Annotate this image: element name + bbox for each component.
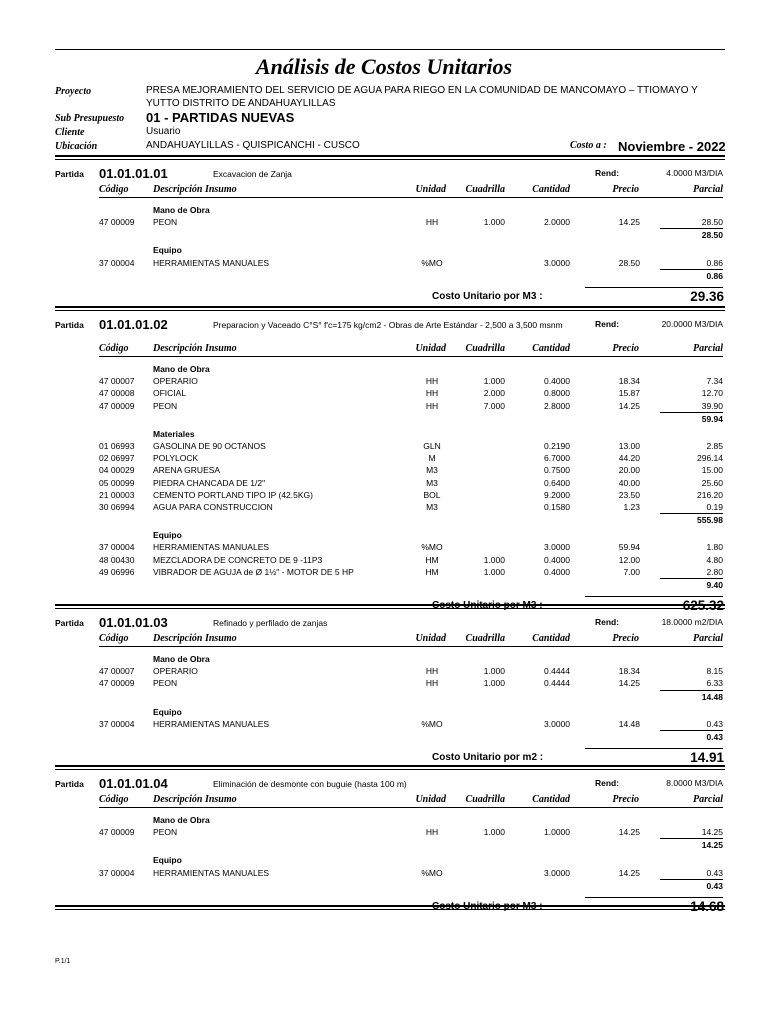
row-codigo: 01 06993 bbox=[99, 441, 135, 451]
row-precio: 14.25 bbox=[618, 827, 640, 838]
row-parcial: 2.85 bbox=[706, 441, 723, 451]
row-descripcion: HERRAMIENTAS MANUALES bbox=[153, 542, 270, 553]
row-cantidad: 0.4000 bbox=[544, 376, 570, 387]
row-codigo: 37 00004 bbox=[99, 257, 135, 268]
row-descripcion: HERRAMIENTAS MANUALES bbox=[153, 257, 270, 268]
row-cantidad: 3.0000 bbox=[544, 542, 570, 553]
partida-description: Preparacion y Vaceado C°S° f'c=175 kg/cm2 - Obras de Arte Estándar - 2,500 a 3,500 msnm bbox=[213, 320, 563, 330]
partida-code: 01.01.01.01 bbox=[99, 166, 168, 181]
row-descripcion: PEON bbox=[153, 827, 178, 838]
row-descripcion: HERRAMIENTAS MANUALES bbox=[153, 718, 270, 729]
row-unidad: HH bbox=[425, 388, 439, 399]
partida-description: Refinado y perfilado de zanjas bbox=[213, 618, 328, 628]
col-header-unidad: Unidad bbox=[415, 343, 446, 354]
row-codigo: 48 00430 bbox=[99, 554, 135, 565]
row-descripcion: GASOLINA DE 90 OCTANOS bbox=[153, 441, 266, 451]
row-precio: 18.34 bbox=[618, 666, 640, 677]
row-cuadrilla: 7.000 bbox=[483, 400, 505, 411]
col-header-codigo: Código bbox=[99, 794, 129, 805]
rend-label: Rend: bbox=[595, 778, 620, 788]
row-parcial: 0.19 bbox=[706, 502, 723, 512]
row-codigo: 02 06997 bbox=[99, 453, 135, 464]
partida-code: 01.01.01.04 bbox=[99, 776, 168, 791]
bottom-rule-thin bbox=[55, 909, 725, 910]
row-cuadrilla: 1.000 bbox=[483, 566, 505, 577]
partida-top-rule bbox=[55, 604, 725, 606]
subtotal-rule bbox=[660, 412, 723, 413]
row-cantidad: 3.0000 bbox=[544, 867, 570, 878]
rend-label: Rend: bbox=[595, 617, 620, 627]
row-unidad: HH bbox=[425, 827, 439, 838]
row-precio: 7.00 bbox=[623, 566, 640, 577]
group-subtotal: 9.40 bbox=[706, 580, 723, 590]
row-parcial: 1.80 bbox=[706, 542, 723, 553]
costo-unitario-rule bbox=[585, 897, 723, 898]
col-header-parcial: Parcial bbox=[693, 343, 723, 354]
row-codigo: 47 00009 bbox=[99, 678, 135, 689]
row-parcial: 14.25 bbox=[701, 827, 723, 838]
row-unidad: BOL bbox=[423, 489, 441, 500]
col-header-precio: Precio bbox=[612, 633, 639, 644]
row-precio: 13.00 bbox=[618, 441, 640, 451]
row-cantidad: 6.7000 bbox=[544, 453, 570, 464]
proyecto-label: Proyecto bbox=[55, 86, 92, 97]
row-codigo: 49 06996 bbox=[99, 566, 135, 577]
group-subtotal: 0.43 bbox=[706, 732, 723, 742]
row-precio: 40.00 bbox=[618, 477, 640, 488]
partida-label: Partida bbox=[55, 320, 84, 330]
row-codigo: 21 00003 bbox=[99, 489, 135, 500]
col-header-cantidad: Cantidad bbox=[532, 184, 570, 195]
row-unidad: HH bbox=[425, 666, 439, 677]
row-unidad: HH bbox=[425, 678, 439, 689]
header-underline bbox=[99, 197, 723, 198]
group-subtotal: 14.48 bbox=[701, 691, 723, 702]
row-codigo: 37 00004 bbox=[99, 867, 135, 878]
subtotal-rule bbox=[660, 269, 723, 270]
row-parcial: 28.50 bbox=[701, 217, 723, 228]
partida-description: Eliminación de desmonte con buguie (hasta 100 m) bbox=[213, 779, 407, 789]
row-precio: 28.50 bbox=[618, 257, 640, 268]
row-parcial: 0.86 bbox=[706, 257, 723, 268]
costo-label: Costo a : bbox=[570, 140, 607, 151]
group-subtotal: 59.94 bbox=[701, 413, 723, 424]
group-subtotal: 14.25 bbox=[701, 840, 723, 851]
row-parcial: 12.70 bbox=[701, 388, 723, 399]
group-name: Mano de Obra bbox=[153, 364, 210, 374]
subtotal-rule bbox=[660, 228, 723, 229]
cliente-value: Usuario bbox=[146, 126, 181, 137]
row-parcial: 216.20 bbox=[697, 489, 723, 500]
cliente-label: Cliente bbox=[55, 127, 85, 138]
row-parcial: 8.15 bbox=[706, 666, 723, 677]
row-precio: 14.25 bbox=[618, 217, 640, 228]
row-unidad: M3 bbox=[426, 477, 438, 488]
row-cuadrilla: 1.000 bbox=[483, 678, 505, 689]
subtotal-rule bbox=[660, 730, 723, 731]
row-cantidad: 0.1580 bbox=[544, 502, 570, 512]
col-header-cantidad: Cantidad bbox=[532, 633, 570, 644]
row-codigo: 05 00099 bbox=[99, 477, 135, 488]
row-unidad: HH bbox=[425, 217, 439, 228]
col-header-unidad: Unidad bbox=[415, 184, 446, 195]
row-unidad: M bbox=[428, 453, 436, 464]
row-cantidad: 1.0000 bbox=[544, 827, 570, 838]
row-cuadrilla: 1.000 bbox=[483, 376, 505, 387]
rend-value: 18.0000 m2/DIA bbox=[661, 617, 723, 627]
rend-value: 8.0000 M3/DIA bbox=[666, 778, 723, 788]
col-header-cuadrilla: Cuadrilla bbox=[465, 343, 505, 354]
row-codigo: 47 00008 bbox=[99, 388, 135, 399]
row-unidad: HM bbox=[425, 554, 439, 565]
group-name: Equipo bbox=[153, 530, 182, 541]
row-cantidad: 0.6400 bbox=[544, 477, 570, 488]
col-header-descripcion: Descripción Insumo bbox=[153, 184, 237, 195]
row-precio: 14.48 bbox=[618, 718, 640, 729]
row-unidad: HH bbox=[425, 376, 439, 387]
row-codigo: 30 06994 bbox=[99, 502, 135, 512]
row-descripcion: PIEDRA CHANCADA DE 1/2" bbox=[153, 477, 266, 488]
row-cantidad: 3.0000 bbox=[544, 718, 570, 729]
col-header-descripcion: Descripción Insumo bbox=[153, 794, 237, 805]
row-parcial: 25.60 bbox=[701, 477, 723, 488]
col-header-cuadrilla: Cuadrilla bbox=[465, 633, 505, 644]
row-precio: 14.25 bbox=[618, 678, 640, 689]
col-header-cantidad: Cantidad bbox=[532, 343, 570, 354]
row-precio: 12.00 bbox=[618, 554, 640, 565]
group-subtotal: 28.50 bbox=[701, 230, 723, 241]
col-header-parcial: Parcial bbox=[693, 794, 723, 805]
page-number: P.1/1 bbox=[55, 958, 71, 965]
proyecto-value-line2: YUTTO DISTRITO DE ANDAHUAYLILLAS bbox=[146, 98, 336, 109]
row-parcial: 6.33 bbox=[706, 678, 723, 689]
row-precio: 44.20 bbox=[618, 453, 640, 464]
costo-unitario-label: Costo Unitario por M3 : bbox=[432, 290, 543, 302]
row-descripcion: OFICIAL bbox=[153, 388, 187, 399]
row-descripcion: PEON bbox=[153, 217, 178, 228]
row-descripcion: PEON bbox=[153, 678, 178, 689]
row-descripcion: POLYLOCK bbox=[153, 453, 199, 464]
row-parcial: 296.14 bbox=[697, 453, 723, 464]
row-precio: 14.25 bbox=[618, 400, 640, 411]
row-parcial: 0.43 bbox=[706, 718, 723, 729]
partida-top-rule bbox=[55, 155, 725, 157]
header-underline bbox=[99, 807, 723, 808]
row-descripcion: PEON bbox=[153, 400, 178, 411]
row-unidad: GLN bbox=[423, 441, 441, 451]
proyecto-value-line1: PRESA MEJORAMIENTO DEL SERVICIO DE AGUA PARA RIEGO EN LA COMUNIDAD DE MANCOMAYO – TTIOMAYO Y bbox=[146, 85, 698, 96]
group-name: Equipo bbox=[153, 706, 182, 717]
group-subtotal: 0.43 bbox=[706, 880, 723, 891]
col-header-parcial: Parcial bbox=[693, 633, 723, 644]
row-codigo: 47 00009 bbox=[99, 400, 135, 411]
row-unidad: %MO bbox=[421, 257, 443, 268]
col-header-cuadrilla: Cuadrilla bbox=[465, 184, 505, 195]
row-parcial: 15.00 bbox=[701, 465, 723, 476]
row-descripcion: MEZCLADORA DE CONCRETO DE 9 -11P3 bbox=[153, 554, 323, 565]
subpresupuesto-label: Sub Presupuesto bbox=[55, 113, 125, 124]
col-header-cantidad: Cantidad bbox=[532, 794, 570, 805]
col-header-unidad: Unidad bbox=[415, 633, 446, 644]
row-parcial: 39.90 bbox=[701, 400, 723, 411]
row-descripcion: VIBRADOR DE AGUJA de Ø 1½" - MOTOR DE 5 HP bbox=[153, 566, 354, 577]
row-cantidad: 2.8000 bbox=[544, 400, 570, 411]
subtotal-rule bbox=[660, 838, 723, 839]
page-title: Análisis de Costos Unitarios bbox=[255, 54, 513, 79]
row-unidad: %MO bbox=[421, 542, 443, 553]
partida-top-rule bbox=[55, 306, 725, 308]
partida-top-rule-thin bbox=[55, 310, 725, 311]
row-cantidad: 3.0000 bbox=[544, 257, 570, 268]
group-subtotal: 555.98 bbox=[697, 515, 723, 526]
row-unidad: %MO bbox=[421, 867, 443, 878]
group-name: Materiales bbox=[153, 428, 195, 439]
partida-label: Partida bbox=[55, 779, 84, 789]
row-descripcion: ARENA GRUESA bbox=[153, 465, 221, 476]
row-precio: 20.00 bbox=[618, 465, 640, 476]
partida-description: Excavacion de Zanja bbox=[213, 169, 292, 179]
costo-unitario-rule bbox=[585, 287, 723, 288]
row-precio: 14.25 bbox=[618, 867, 640, 878]
row-parcial: 2.80 bbox=[706, 566, 723, 577]
row-codigo: 47 00009 bbox=[99, 217, 135, 228]
row-cantidad: 2.0000 bbox=[544, 217, 570, 228]
row-cantidad: 0.4444 bbox=[544, 678, 570, 689]
costo-unitario-rule bbox=[585, 748, 723, 749]
row-descripcion: CEMENTO PORTLAND TIPO IP (42.5KG) bbox=[153, 489, 313, 500]
partida-label: Partida bbox=[55, 169, 84, 179]
subtotal-rule bbox=[660, 513, 723, 514]
bottom-rule bbox=[55, 905, 725, 907]
row-cantidad: 0.7500 bbox=[544, 465, 570, 476]
row-cantidad: 0.8000 bbox=[544, 388, 570, 399]
subtotal-rule bbox=[660, 879, 723, 880]
row-codigo: 47 00009 bbox=[99, 827, 135, 838]
row-cantidad: 0.4000 bbox=[544, 566, 570, 577]
col-header-precio: Precio bbox=[612, 794, 639, 805]
costo-unitario-value: 29.36 bbox=[690, 288, 724, 304]
row-cuadrilla: 2.000 bbox=[483, 388, 505, 399]
costo-unitario-value: 14.91 bbox=[690, 750, 724, 765]
row-precio: 23.50 bbox=[618, 489, 640, 500]
partida-top-rule-thin bbox=[55, 769, 725, 770]
subtotal-rule bbox=[660, 690, 723, 691]
row-cuadrilla: 1.000 bbox=[483, 827, 505, 838]
row-unidad: M3 bbox=[426, 465, 438, 476]
row-parcial: 7.34 bbox=[706, 376, 723, 387]
row-parcial: 4.80 bbox=[706, 554, 723, 565]
costo-unitario-label: Costo Unitario por m2 : bbox=[432, 752, 544, 763]
row-cuadrilla: 1.000 bbox=[483, 554, 505, 565]
rend-label: Rend: bbox=[595, 168, 620, 178]
header-underline bbox=[99, 646, 723, 647]
partida-top-rule-thin bbox=[55, 608, 725, 609]
row-cuadrilla: 1.000 bbox=[483, 666, 505, 677]
row-cantidad: 9.2000 bbox=[544, 489, 570, 500]
row-unidad: M3 bbox=[426, 502, 438, 512]
group-name: Equipo bbox=[153, 245, 182, 256]
partida-top-rule bbox=[55, 765, 725, 767]
costo-fecha: Noviembre - 2022 bbox=[618, 139, 726, 154]
row-precio: 1.23 bbox=[623, 502, 640, 512]
col-header-codigo: Código bbox=[99, 343, 129, 354]
col-header-codigo: Código bbox=[99, 633, 129, 644]
col-header-descripcion: Descripción Insumo bbox=[153, 343, 237, 354]
header-underline bbox=[99, 356, 723, 357]
row-precio: 15.87 bbox=[618, 388, 640, 399]
row-descripcion: AGUA PARA CONSTRUCCION bbox=[153, 502, 273, 512]
group-name: Mano de Obra bbox=[153, 205, 210, 215]
col-header-parcial: Parcial bbox=[693, 184, 723, 195]
row-descripcion: HERRAMIENTAS MANUALES bbox=[153, 867, 270, 878]
costo-unitario-rule bbox=[585, 596, 723, 597]
partida-code: 01.01.01.03 bbox=[99, 615, 168, 630]
subtotal-rule bbox=[660, 578, 723, 579]
row-codigo: 37 00004 bbox=[99, 542, 135, 553]
subpresupuesto-value: 01 - PARTIDAS NUEVAS bbox=[146, 110, 295, 125]
group-name: Mano de Obra bbox=[153, 815, 210, 825]
row-unidad: HH bbox=[425, 400, 439, 411]
row-precio: 59.94 bbox=[618, 542, 640, 553]
col-header-descripcion: Descripción Insumo bbox=[153, 633, 237, 644]
rend-value: 20.0000 M3/DIA bbox=[661, 319, 723, 329]
row-parcial: 0.43 bbox=[706, 867, 723, 878]
row-codigo: 04 00029 bbox=[99, 465, 135, 476]
rend-value: 4.0000 M3/DIA bbox=[666, 168, 723, 178]
group-name: Equipo bbox=[153, 855, 182, 866]
row-codigo: 37 00004 bbox=[99, 718, 135, 729]
col-header-codigo: Código bbox=[99, 184, 129, 195]
partida-label: Partida bbox=[55, 618, 84, 628]
row-descripcion: OPERARIO bbox=[153, 376, 198, 387]
row-cantidad: 0.4444 bbox=[544, 666, 570, 677]
ubicacion-value: ANDAHUAYLILLAS - QUISPICANCHI - CUSCO bbox=[146, 140, 360, 151]
row-unidad: %MO bbox=[421, 718, 443, 729]
row-unidad: HM bbox=[425, 566, 439, 577]
col-header-cuadrilla: Cuadrilla bbox=[465, 794, 505, 805]
row-cantidad: 0.4000 bbox=[544, 554, 570, 565]
col-header-precio: Precio bbox=[612, 184, 639, 195]
row-codigo: 47 00007 bbox=[99, 376, 135, 387]
rend-label: Rend: bbox=[595, 319, 620, 329]
group-subtotal: 0.86 bbox=[706, 270, 723, 281]
row-descripcion: OPERARIO bbox=[153, 666, 198, 677]
col-header-unidad: Unidad bbox=[415, 794, 446, 805]
partida-top-rule-thin bbox=[55, 159, 725, 160]
row-cuadrilla: 1.000 bbox=[483, 217, 505, 228]
row-cantidad: 0.2190 bbox=[544, 441, 570, 451]
col-header-precio: Precio bbox=[612, 343, 639, 354]
ubicacion-label: Ubicación bbox=[55, 141, 98, 152]
partida-code: 01.01.01.02 bbox=[99, 317, 168, 332]
row-codigo: 47 00007 bbox=[99, 666, 135, 677]
group-name: Mano de Obra bbox=[153, 654, 210, 664]
row-precio: 18.34 bbox=[618, 376, 640, 387]
top-rule bbox=[55, 49, 725, 50]
